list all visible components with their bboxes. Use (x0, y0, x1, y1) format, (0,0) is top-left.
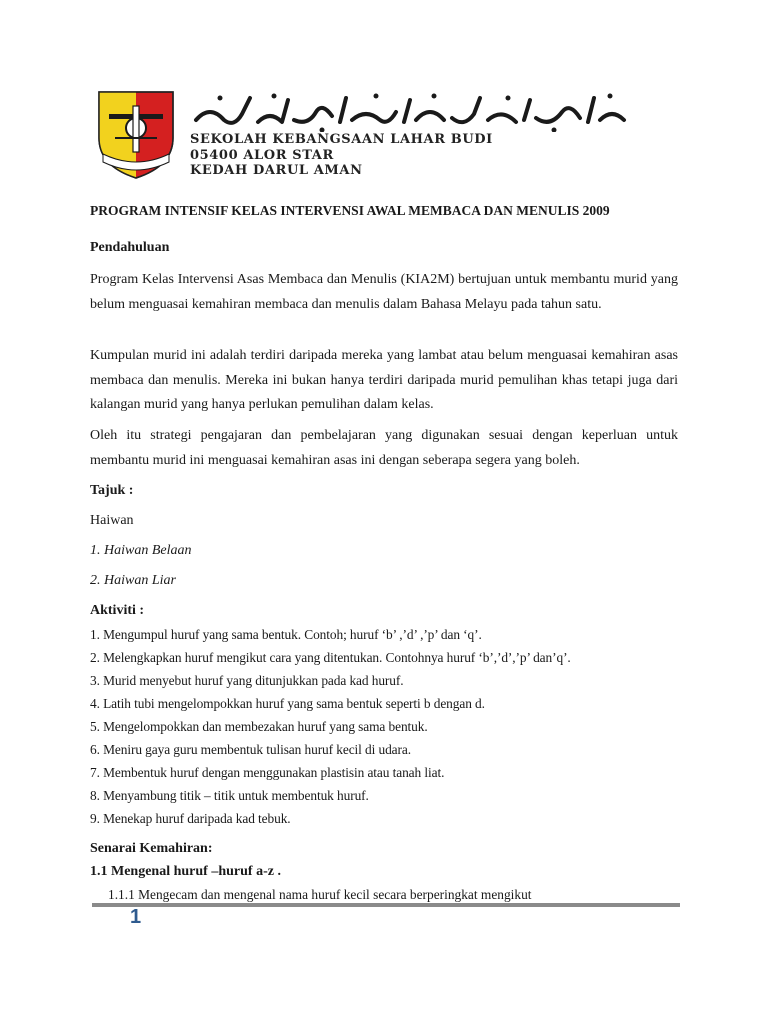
document-title: PROGRAM INTENSIF KELAS INTERVENSI AWAL MEMBACA DAN MENULIS 2009 (90, 203, 610, 218)
footer-rule (92, 903, 680, 907)
aktiviti-heading: Aktiviti : (90, 603, 145, 618)
aktiviti-item: 5. Mengelompokkan dan membezakan huruf yang sama bentuk. (90, 719, 428, 734)
school-name: SEKOLAH KEBANGSAAN LAHAR BUDI (190, 132, 493, 147)
skills-subheading: 1.1 Mengenal huruf –huruf a-z . (90, 864, 281, 879)
aktiviti-item: 8. Menyambung titik – titik untuk membentuk huruf. (90, 788, 369, 803)
skills-item: 1.1.1 Mengecam dan mengenal nama huruf kecil secara berperingkat mengikut (108, 887, 532, 902)
school-address-block (190, 132, 493, 179)
tajuk-item-1: 1. Haiwan Belaan (90, 543, 192, 558)
school-postcode-city: 05400 ALOR STAR (190, 147, 334, 163)
aktiviti-item: 9. Menekap huruf daripada kad tebuk. (90, 811, 291, 826)
tajuk-heading: Tajuk : (90, 483, 134, 498)
jawi-school-name-script (190, 90, 630, 132)
aktiviti-item: 2. Melengkapkan huruf mengikut cara yang ditentukan. Contohnya huruf ‘b’,’d’,’p’ dan’q’. (90, 650, 571, 665)
intro-paragraph-3: Oleh itu strategi pengajaran dan pembelajaran yang digunakan sesuai dengan keperluan untuk membantu murid ini menguasai kemahiran asas ini dengan seberapa segera yang boleh. (90, 428, 678, 468)
skills-heading: Senarai Kemahiran: (90, 841, 213, 856)
intro-paragraph-2: Kumpulan murid ini adalah terdiri daripada mereka yang lambat atau belum menguasai kemahiran asas membaca dan menulis. Mereka ini bukan hanya terdiri daripada murid pemulihan khas tetapi juga dari kalangan murid yang hanya perlukan pemulihan dalam kelas. (90, 348, 678, 412)
school-crest-logo (95, 88, 177, 180)
intro-heading: Pendahuluan (90, 240, 170, 255)
aktiviti-item: 7. Membentuk huruf dengan menggunakan plastisin atau tanah liat. (90, 765, 445, 780)
aktiviti-item: 3. Murid menyebut huruf yang ditunjukkan pada kad huruf. (90, 673, 404, 688)
intro-paragraph-1: Program Kelas Intervensi Asas Membaca dan Menulis (KIA2M) bertujuan untuk membantu murid yang belum menguasai kemahiran membaca dan menulis dalam Bahasa Melayu pada tahun satu. (90, 272, 678, 312)
page-number: 1 (130, 906, 142, 928)
school-state: KEDAH DARUL AMAN (190, 163, 363, 178)
tajuk-topic: Haiwan (90, 513, 134, 528)
aktiviti-item: 4. Latih tubi mengelompokkan huruf yang sama bentuk seperti b dengan d. (90, 696, 485, 711)
aktiviti-item: 6. Meniru gaya guru membentuk tulisan huruf kecil di udara. (90, 742, 411, 757)
tajuk-item-2: 2. Haiwan Liar (90, 573, 176, 588)
aktiviti-item: 1. Mengumpul huruf yang sama bentuk. Contoh; huruf ‘b’ ,’d’ ,’p’ dan ‘q’. (90, 627, 482, 642)
